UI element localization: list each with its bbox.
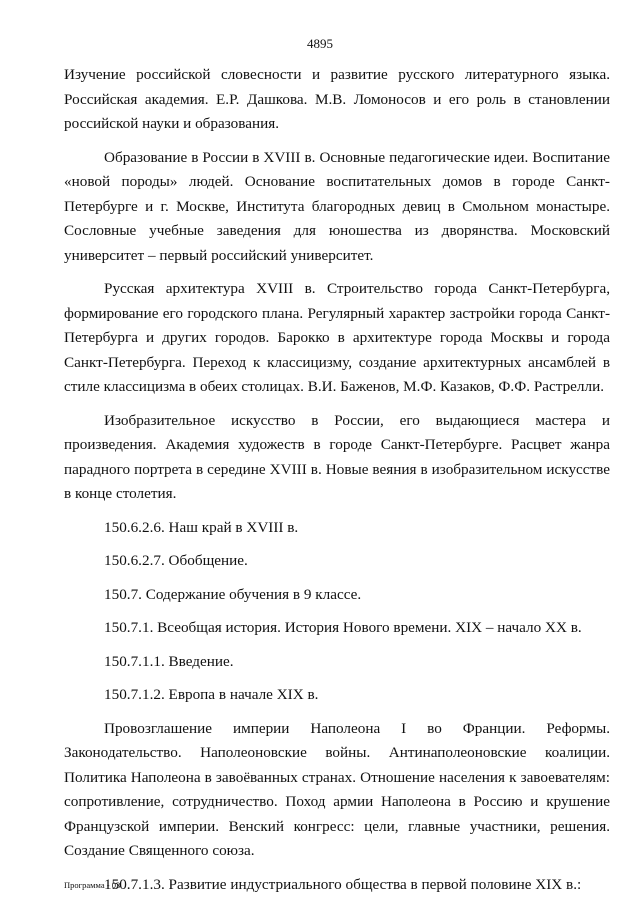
paragraph-fine-arts: Изобразительное искусство в России, его выдающиеся мастера и произведения. Академия художеств в городе Санкт-Петербурге. Расцвет жанра парадного портрета в середине XVIII в. Новые веяния в изобразительном искусстве в конце столетия. (64, 411, 610, 502)
section-heading: 150.7.1.2. Европа в начале XIX в. (104, 686, 319, 703)
section-heading: 150.6.2.7. Обобщение. (104, 552, 248, 569)
paragraph-education: Образование в России в XVIII в. Основные педагогические идеи. Воспитание «новой породы» людей. Основание воспитательных домов в городе Санкт-Петербурге и г. Москве, Института благородных девиц в Смольном монастыре. Сословные учебные заведения для юношества из дворянства. Московский университет – первый российский университет. (64, 148, 610, 264)
section-heading: 150.6.2.6. Наш край в XVIII в. (104, 518, 299, 536)
page-number: 4895 (307, 36, 333, 51)
section-heading: 150.7.1.1. Введение. (104, 652, 234, 670)
section-heading: 150.7. Содержание обучения в 9 классе. (104, 585, 362, 603)
footer-label: Программа - 03 (64, 880, 121, 890)
paragraph-napoleon: Провозглашение империи Наполеона I во Франции. Реформы. Законодательство. Наполеоновские войны. Антинаполеоновские коалиции. Политика Наполеона в завоёванных странах. Отношение населения к завоевателям: сопротивление, сотрудничество. Поход армии Наполеона в Россию и крушение Французской империи. Венский конгресс: цели, главные участники, решения. Создание Священного союза. (64, 719, 610, 859)
paragraph-architecture: Русская архитектура XVIII в. Строительство города Санкт-Петербурга, формирование его городского плана. Регулярный характер застройки города Санкт-Петербурга и других городов. Барокко в архитектуре города Москвы и города Санкт-Петербурга. Переход к классицизму, создание архитектурных ансамблей в стиле классицизма в обеих столицах. В.И. Баженов, М.Ф. Казаков, Ф.Ф. Растрелли. (64, 280, 610, 395)
section-heading: 150.7.1. Всеобщая история. История Нового времени. XIX – начало XX в. (104, 619, 582, 636)
section-heading: 150.7.1.3. Развитие индустриального общества в первой половине XIX в.: (104, 875, 582, 893)
page-body (64, 63, 610, 897)
paragraph-literature: Изучение российской словесности и развитие русского литературного языка. Российская академия. Е.Р. Дашкова. М.В. Ломоносов и его роль в становлении российской науки и образования. (64, 66, 610, 132)
